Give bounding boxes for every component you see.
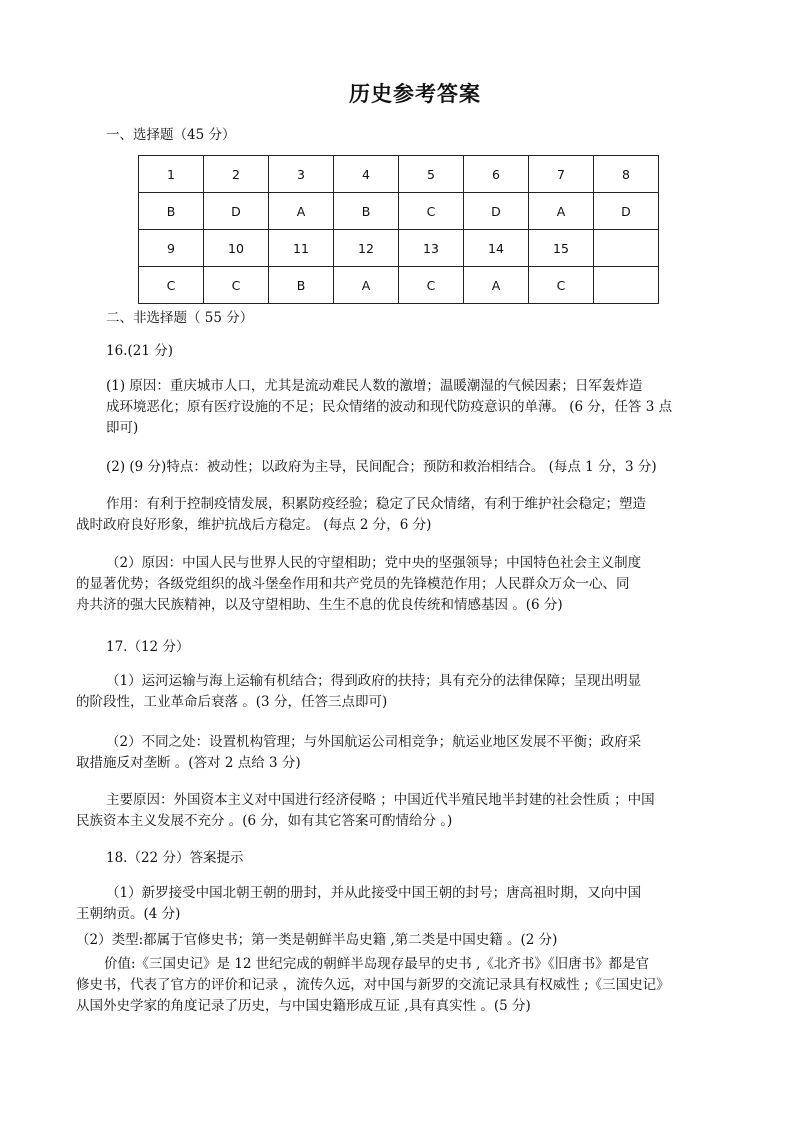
table-row	[139, 267, 659, 304]
table-cell: 11	[269, 230, 334, 267]
table-cell: 12	[334, 230, 399, 267]
text-line: 民族资本主义发展不充分 。(6 分，如有其它答案可酌情给分 。)	[76, 813, 453, 829]
q18-paragraph-3	[76, 954, 670, 1017]
text-line: 王朝纳贡。(4 分)	[76, 906, 181, 922]
table-cell: 10	[204, 230, 269, 267]
table-cell: C	[204, 267, 269, 304]
q17-paragraph-1	[76, 671, 642, 713]
section-heading-choice: 一、选择题（45 分）	[106, 127, 236, 143]
page-title: 历史参考答案	[349, 82, 481, 106]
table-cell: A	[529, 193, 594, 230]
table-cell: 9	[139, 230, 204, 267]
text-line: 舟共济的强大民族精神，以及守望相助、生生不息的优良传统和情感基因 。(6 分)	[76, 597, 563, 613]
text-line: （2）原因：中国人民与世界人民的守望相助；党中央的坚强领导；中国特色社会主义制度	[106, 555, 642, 571]
table-cell: C	[399, 193, 464, 230]
table-cell: 1	[139, 156, 204, 193]
table-cell: D	[594, 193, 659, 230]
table-cell: 2	[204, 156, 269, 193]
q17-paragraph-3	[76, 790, 655, 832]
q16-paragraph-1	[106, 376, 672, 439]
table-cell: 14	[464, 230, 529, 267]
text-line: 取措施反对垄断 。(答对 2 点给 3 分)	[76, 755, 301, 771]
section-heading-nonchoice: 二、非选择题（ 55 分）	[106, 310, 254, 326]
table-cell: 5	[399, 156, 464, 193]
table-cell: 15	[529, 230, 594, 267]
table-cell: C	[529, 267, 594, 304]
text-line: 即可)	[106, 420, 139, 436]
text-line: 主要原因：外国资本主义对中国进行经济侵略 ；中国近代半殖民地半封建的社会性质 ；中国	[106, 792, 655, 808]
q16-paragraph-3	[76, 494, 646, 536]
answer-table	[138, 155, 659, 304]
table-cell	[594, 267, 659, 304]
table-cell: 6	[464, 156, 529, 193]
text-line: （2）类型:都属于官修史书；第一类是朝鲜半岛史籍 ,第二类是中国史籍 。(2 分)	[76, 932, 558, 948]
table-cell	[594, 230, 659, 267]
q16-heading: 16.(21 分)	[106, 343, 173, 359]
table-cell: D	[464, 193, 529, 230]
text-line: 价值:《三国史记》是 12 世纪完成的朝鲜半岛现存最早的史书 ,《北齐书》《旧唐书》都是官	[104, 956, 650, 972]
table-cell: 8	[594, 156, 659, 193]
table-cell: 7	[529, 156, 594, 193]
q18-heading: 18.（22 分）答案提示	[106, 850, 244, 866]
text-line: （2）不同之处：设置机构管理；与外国航运公司相竞争；航运业地区发展不平衡；政府采	[106, 734, 642, 750]
table-cell: B	[139, 193, 204, 230]
table-cell: B	[269, 267, 334, 304]
q17-paragraph-2	[76, 732, 642, 774]
text-line: 修史书，代表了官方的评价和记录 ，流传久远，对中国与新罗的交流记录具有权威性 ;《三国史记》	[76, 977, 670, 993]
table-cell: C	[139, 267, 204, 304]
table-cell: A	[269, 193, 334, 230]
text-line: 从国外史学家的角度记录了历史，与中国史籍形成互证 ,具有真实性 。(5 分)	[76, 998, 531, 1014]
text-line: (1) 原因：重庆城市人口，尤其是流动难民人数的激增；温暖潮湿的气候因素；日军轰炸造	[106, 378, 643, 394]
table-cell: 4	[334, 156, 399, 193]
text-line: 战时政府良好形象，维护抗战后方稳定。 (每点 2 分，6 分)	[76, 517, 432, 533]
table-cell: D	[204, 193, 269, 230]
text-line: （1）新罗接受中国北朝王朝的册封，并从此接受中国王朝的封号；唐高祖时期，又向中国	[106, 885, 642, 901]
table-cell: A	[334, 267, 399, 304]
table-cell: C	[399, 267, 464, 304]
text-line: 的显著优势；各级党组织的战斗堡垒作用和共产党员的先锋模范作用；人民群众万众一心、同	[76, 576, 630, 592]
text-line: 作用：有利于控制疫情发展，积累防疫经验；稳定了民众情绪，有利于维护社会稳定；塑造	[106, 496, 646, 512]
table-cell: B	[334, 193, 399, 230]
text-line: 成环境恶化；原有医疗设施的不足；民众情绪的波动和现代防疫意识的单薄。 (6 分，任答 3 点	[106, 399, 673, 415]
text-line: 的阶段性，工业革命后衰落 。(3 分，任答三点即可)	[76, 694, 388, 710]
table-row	[139, 193, 659, 230]
q18-paragraph-2	[76, 930, 557, 951]
table-cell: 13	[399, 230, 464, 267]
q17-heading: 17.（12 分）	[106, 639, 190, 655]
text-line: (2) (9 分)特点：被动性；以政府为主导，民间配合；预防和救治相结合。 (每点 1 分，3 分)	[106, 459, 657, 475]
q16-paragraph-4	[76, 553, 642, 616]
q18-paragraph-1	[76, 883, 642, 925]
table-cell: A	[464, 267, 529, 304]
table-row	[139, 156, 659, 193]
q16-paragraph-2	[106, 457, 657, 478]
text-line: （1）运河运输与海上运输有机结合；得到政府的扶持；具有充分的法律保障；呈现出明显	[106, 673, 642, 689]
table-cell: 3	[269, 156, 334, 193]
table-row	[139, 230, 659, 267]
